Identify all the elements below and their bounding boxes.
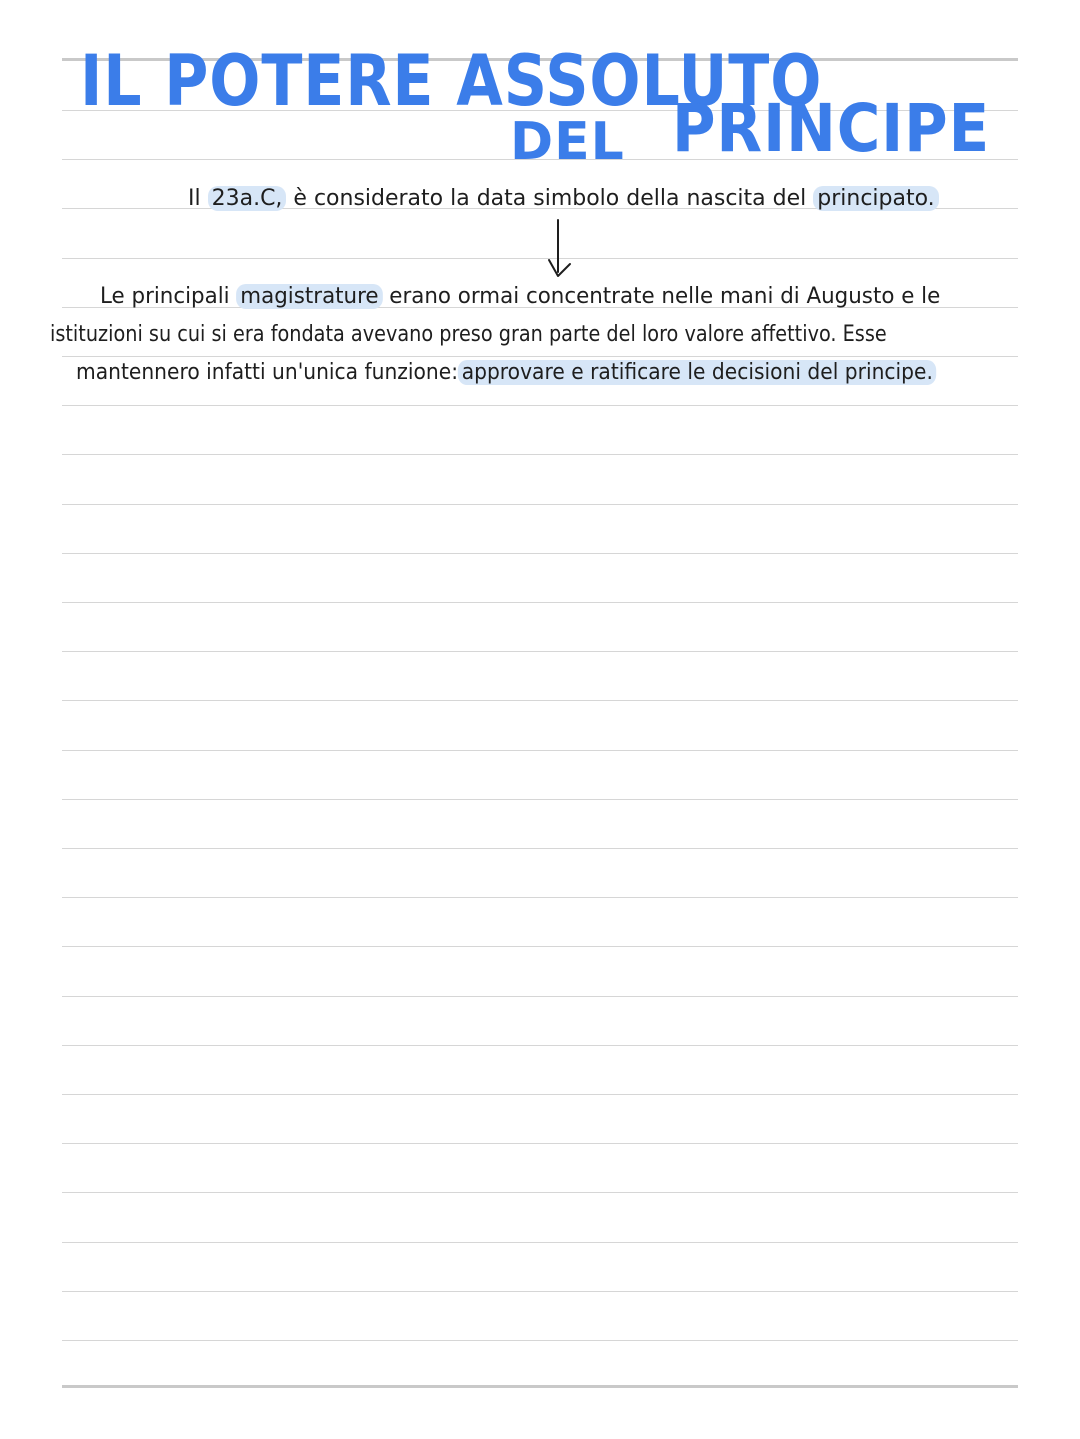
rule-line [62, 356, 1018, 357]
rule-line [62, 553, 1018, 554]
rule-line [62, 1045, 1018, 1046]
title-line-2: DEL [510, 112, 625, 172]
rule-line [62, 1143, 1018, 1144]
title-line-3: PRINCIPE [672, 90, 991, 167]
paragraph-line-2: istituzioni su cui si era fondata avevano preso gran parte del loro valore affettivo. Esse [50, 322, 887, 347]
rule-line [62, 750, 1018, 751]
down-arrow-icon [540, 218, 580, 282]
rule-line [62, 602, 1018, 603]
note-text: è considerato la data simbolo della nascita del [286, 186, 814, 211]
rule-line [62, 504, 1018, 505]
rule-line [62, 1192, 1018, 1193]
paragraph-line-3 [76, 360, 937, 385]
rule-line [62, 651, 1018, 652]
rule-line [62, 1291, 1018, 1292]
note-text: mantennero infatti un'unica funzione: [76, 360, 459, 385]
title-line-1: IL POTERE ASSOLUTO [80, 40, 823, 122]
rule-line [62, 1385, 1018, 1388]
rule-line [62, 700, 1018, 701]
rule-line [62, 799, 1018, 800]
rule-line [62, 996, 1018, 997]
highlight-principato: principato. [813, 186, 938, 211]
highlight-date: 23a.C, [208, 186, 287, 211]
rule-line [62, 405, 1018, 406]
paragraph-line-1 [100, 284, 940, 309]
note-line-date [188, 186, 939, 211]
highlight-magistrature: magistrature [236, 284, 382, 309]
rule-line [62, 454, 1018, 455]
note-text: Il [188, 186, 208, 211]
rule-line [62, 1340, 1018, 1341]
note-text: Le principali [100, 284, 237, 309]
highlight-conclusion: approvare e ratificare le decisioni del principe. [458, 360, 937, 385]
rule-line [62, 946, 1018, 947]
rule-line [62, 897, 1018, 898]
rule-line [62, 1242, 1018, 1243]
rule-line [62, 1094, 1018, 1095]
rule-line [62, 848, 1018, 849]
note-text: erano ormai concentrate nelle mani di Augusto e le [382, 284, 941, 309]
